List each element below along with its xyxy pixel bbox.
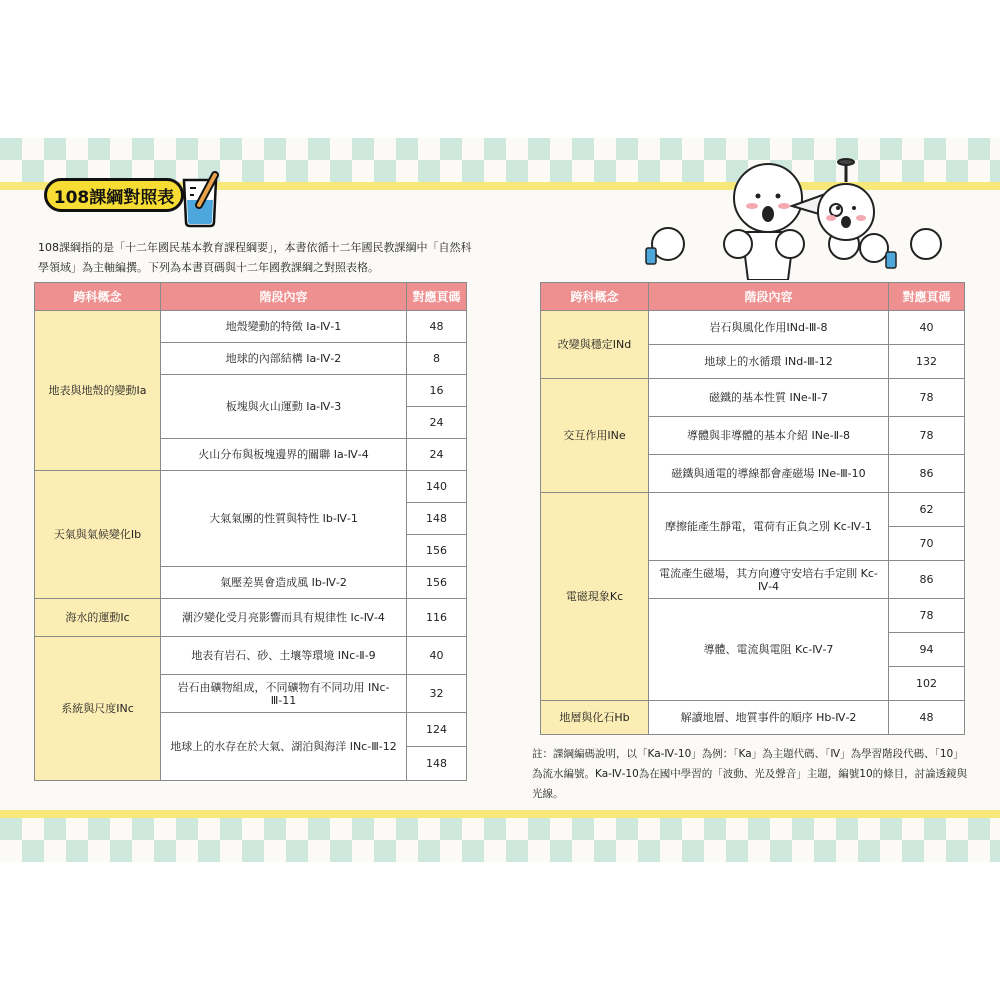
checker-square (22, 160, 44, 182)
content-cell: 岩石由礦物組成，不同礦物有不同功用 INc-Ⅲ-11 (161, 675, 407, 713)
checker-square (968, 818, 990, 840)
checker-square (880, 818, 902, 840)
checker-square (374, 840, 396, 862)
curriculum-table-left (34, 282, 467, 781)
checker-square (616, 818, 638, 840)
header-content: 階段內容 (649, 283, 889, 311)
checker-square (946, 840, 968, 862)
checker-square (396, 138, 418, 160)
checker-square (88, 138, 110, 160)
page-cell: 86 (889, 455, 965, 493)
page-cell: 102 (889, 667, 965, 701)
checker-square (484, 138, 506, 160)
checker-square (330, 840, 352, 862)
page-cell: 140 (407, 471, 467, 503)
checker-square (132, 138, 154, 160)
checker-square (374, 160, 396, 182)
checker-square (308, 818, 330, 840)
page-cell: 148 (407, 503, 467, 535)
checker-square (132, 818, 154, 840)
page-cell: 78 (889, 417, 965, 455)
page-cell: 8 (407, 343, 467, 375)
checker-square (858, 840, 880, 862)
page-cell: 32 (407, 675, 467, 713)
checker-square (44, 818, 66, 840)
book-spread (0, 138, 1000, 862)
content-cell: 火山分布與板塊邊界的關聯 Ia-Ⅳ-4 (161, 439, 407, 471)
checker-square (286, 840, 308, 862)
page-cell: 40 (889, 311, 965, 345)
content-cell: 地表有岩石、砂、土壤等環境 INc-Ⅱ-9 (161, 637, 407, 675)
checker-square (594, 160, 616, 182)
page-cell: 70 (889, 527, 965, 561)
footnote: 註：課綱編碼說明，以「Ka-Ⅳ-10」為例：「Ka」為主題代碼、「Ⅳ」為學習階段代碼、「10」為流水編號。Ka-Ⅳ-10為在國中學習的「波動、光及聲音」主題，編號10的條目，討論透鏡與光線。 (532, 748, 968, 800)
checker-square (726, 840, 748, 862)
page-cell: 86 (889, 561, 965, 599)
page-cell: 132 (889, 345, 965, 379)
page-cell: 156 (407, 567, 467, 599)
checker-square (418, 160, 440, 182)
checker-square (836, 818, 858, 840)
page-cell: 62 (889, 493, 965, 527)
checker-square (176, 818, 198, 840)
checker-square (506, 160, 528, 182)
checker-square (440, 818, 462, 840)
checker-square (418, 840, 440, 862)
beaker-icon (174, 170, 232, 230)
curriculum-table-right (540, 282, 965, 735)
checker-square (814, 840, 836, 862)
checker-square (572, 818, 594, 840)
content-cell: 摩擦能產生靜電，電荷有正負之別 Kc-Ⅳ-1 (649, 493, 889, 561)
checker-border-bottom (0, 818, 1000, 862)
content-cell: 地球上的水循環 INd-Ⅲ-12 (649, 345, 889, 379)
checker-square (110, 840, 132, 862)
checker-square (396, 818, 418, 840)
page-cell: 40 (407, 637, 467, 675)
page-cell: 16 (407, 375, 467, 407)
category-cell: 天氣與氣候變化Ib (35, 471, 161, 599)
category-cell: 系統與尺度INc (35, 637, 161, 781)
content-cell: 導體、電流與電阻 Kc-Ⅳ-7 (649, 599, 889, 701)
page-cell: 48 (889, 701, 965, 735)
checker-square (176, 138, 198, 160)
content-cell: 電流產生磁場，其方向遵守安培右手定則 Kc-Ⅳ-4 (649, 561, 889, 599)
checker-square (154, 840, 176, 862)
page-cell: 124 (407, 713, 467, 747)
header-content: 階段內容 (161, 283, 407, 311)
content-cell: 磁鐵的基本性質 INe-Ⅱ-7 (649, 379, 889, 417)
page-cell: 148 (407, 747, 467, 781)
checker-square (22, 840, 44, 862)
page-cell: 48 (407, 311, 467, 343)
category-cell: 改變與穩定INd (541, 311, 649, 379)
content-cell: 岩石與風化作用INd-Ⅲ-8 (649, 311, 889, 345)
yellow-band-bottom (0, 810, 1000, 818)
checker-square (242, 160, 264, 182)
checker-square (352, 818, 374, 840)
content-cell: 大氣氣團的性質與特性 Ib-Ⅳ-1 (161, 471, 407, 567)
checker-square (550, 840, 572, 862)
checker-square (440, 138, 462, 160)
page-cell: 78 (889, 379, 965, 417)
checker-square (352, 138, 374, 160)
category-cell: 地層與化石Hb (541, 701, 649, 735)
header-concept: 跨科概念 (35, 283, 161, 311)
checker-square (528, 818, 550, 840)
page-title: 108課綱對照表 (44, 178, 184, 212)
checker-square (594, 840, 616, 862)
content-cell: 地球上的水存在於大氣、湖泊與海洋 INc-Ⅲ-12 (161, 713, 407, 781)
page-cell: 78 (889, 599, 965, 633)
checker-square (264, 138, 286, 160)
checker-square (990, 840, 1000, 862)
checker-square (792, 818, 814, 840)
page-cell: 24 (407, 407, 467, 439)
checker-square (748, 818, 770, 840)
category-cell: 電磁現象Kc (541, 493, 649, 701)
content-cell: 地殼變動的特徵 Ia-Ⅳ-1 (161, 311, 407, 343)
checker-square (220, 818, 242, 840)
header-concept: 跨科概念 (541, 283, 649, 311)
header-page: 對應頁碼 (889, 283, 965, 311)
content-cell: 磁鐵與通電的導線都會產磁場 INe-Ⅲ-10 (649, 455, 889, 493)
checker-square (286, 160, 308, 182)
checker-square (330, 160, 352, 182)
checker-square (902, 840, 924, 862)
cartoon-characters-illustration (616, 152, 996, 280)
checker-square (88, 818, 110, 840)
checker-square (660, 818, 682, 840)
checker-square (682, 840, 704, 862)
checker-square (44, 138, 66, 160)
checker-square (462, 160, 484, 182)
page-cell: 94 (889, 633, 965, 667)
checker-square (506, 840, 528, 862)
checker-square (638, 840, 660, 862)
checker-square (198, 840, 220, 862)
content-cell: 潮汐變化受月亮影響而具有規律性 Ic-Ⅳ-4 (161, 599, 407, 637)
content-cell: 導體與非導體的基本介紹 INe-Ⅱ-8 (649, 417, 889, 455)
checker-square (528, 138, 550, 160)
checker-square (770, 840, 792, 862)
content-cell: 板塊與火山運動 Ia-Ⅳ-3 (161, 375, 407, 439)
checker-square (550, 160, 572, 182)
checker-square (66, 840, 88, 862)
checker-square (0, 818, 22, 840)
header-page: 對應頁碼 (407, 283, 467, 311)
content-cell: 解讀地層、地質事件的順序 Hb-Ⅳ-2 (649, 701, 889, 735)
checker-square (0, 138, 22, 160)
checker-square (308, 138, 330, 160)
page-cell: 156 (407, 535, 467, 567)
intro-paragraph: 108課綱指的是「十二年國民基本教育課程綱要」，本書依循十二年國民教課綱中「自然科學領域」為主軸編撰。下列為本書頁碼與十二年國教課綱之對照表格。 (38, 241, 472, 274)
checker-square (220, 138, 242, 160)
checker-square (462, 840, 484, 862)
content-cell: 氣壓差異會造成風 Ib-Ⅳ-2 (161, 567, 407, 599)
page-cell: 116 (407, 599, 467, 637)
content-cell: 地球的內部結構 Ia-Ⅳ-2 (161, 343, 407, 375)
checker-square (704, 818, 726, 840)
checker-square (572, 138, 594, 160)
checker-square (264, 818, 286, 840)
checker-square (242, 840, 264, 862)
category-cell: 地表與地殼的變動Ia (35, 311, 161, 471)
category-cell: 海水的運動Ic (35, 599, 161, 637)
page-cell: 24 (407, 439, 467, 471)
category-cell: 交互作用INe (541, 379, 649, 493)
checker-square (484, 818, 506, 840)
checker-square (924, 818, 946, 840)
